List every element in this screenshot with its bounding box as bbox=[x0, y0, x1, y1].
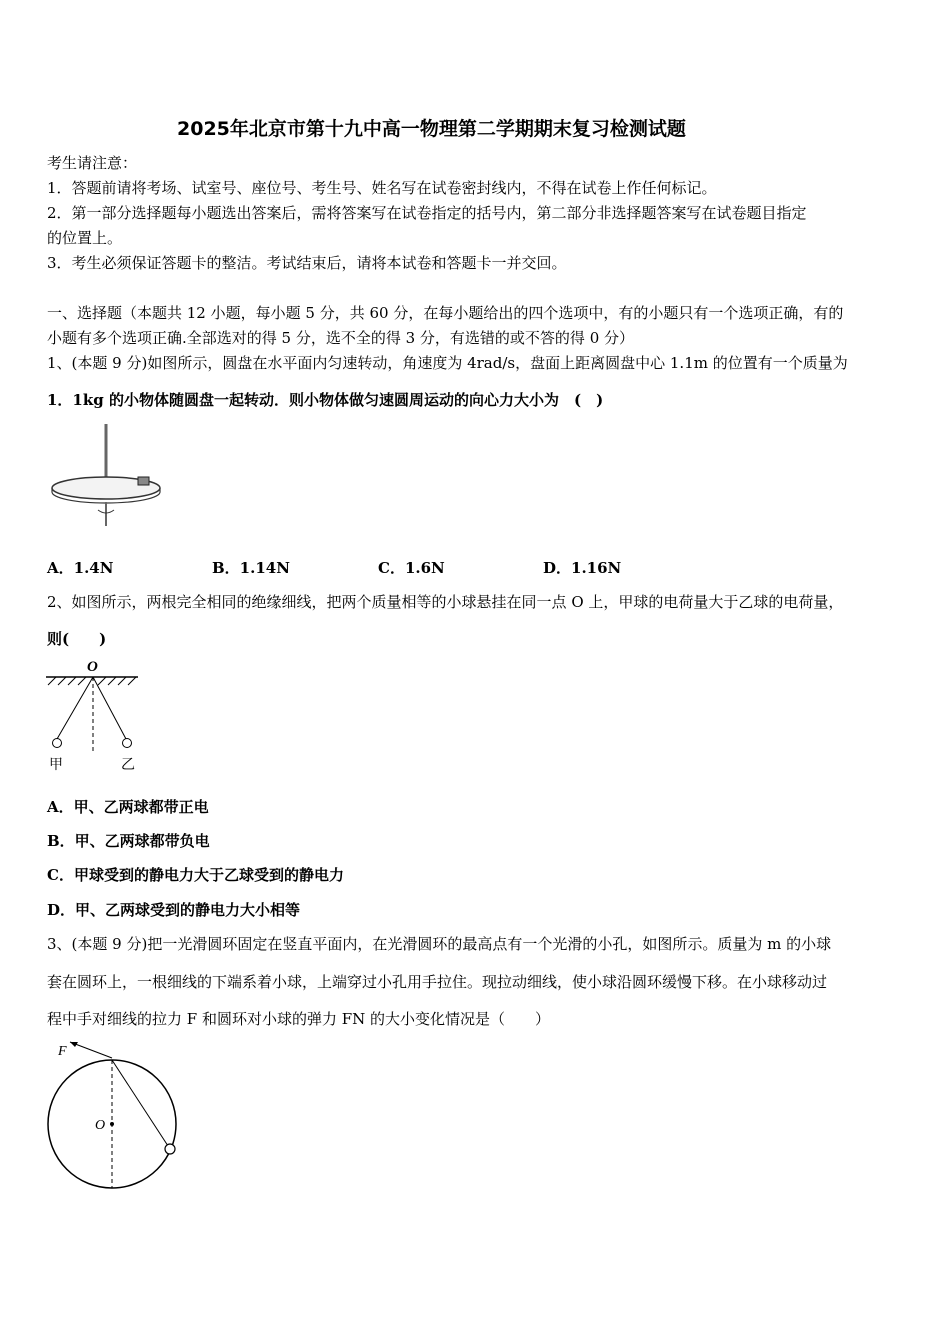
rotating-disk-figure bbox=[46, 422, 166, 532]
force-label: F bbox=[58, 1044, 67, 1059]
notice-item: 3．考生必须保证答题卡的整洁。考试结束后，请将本试卷和答题卡一并交回。 bbox=[47, 254, 567, 272]
ring-figure bbox=[44, 1036, 194, 1196]
thread-yi bbox=[93, 677, 126, 739]
pendulum-figure bbox=[44, 655, 144, 775]
question-2-option-d[interactable]: D．甲、乙两球受到的静电力大小相等 bbox=[47, 901, 301, 919]
question-2-option-a[interactable]: A．甲、乙两球都带正电 bbox=[47, 798, 209, 816]
section-heading-cont: 小题有多个选项正确.全部选对的得 5 分，选不全的得 3 分，有选错的或不答的得 0 分） bbox=[47, 329, 635, 347]
string-to-ball bbox=[112, 1060, 170, 1149]
question-1-stem: 1、(本题 9 分)如图所示，圆盘在水平面内匀速转动，角速度为 4rad/s，盘面上距离圆盘中心 1.1m 的位置有一个质量为 bbox=[47, 354, 848, 372]
question-1-stem-cont: 1．1kg 的小物体随圆盘一起转动．则小物体做匀速圆周运动的向心力大小为 ( ) bbox=[47, 391, 604, 409]
question-1-option-d[interactable]: D．1.16N bbox=[543, 559, 622, 577]
ball-jia bbox=[53, 739, 62, 748]
question-3-stem: 3、(本题 9 分)把一光滑圆环固定在竖直平面内，在光滑圆环的最高点有一个光滑的小孔，如图所示。质量为 m 的小球 bbox=[47, 935, 832, 953]
small-object bbox=[138, 477, 149, 485]
question-2-stem: 2、如图所示，两根完全相同的绝缘细线，把两个质量相等的小球悬挂在同一点 O 上，甲球的电荷量大于乙球的电荷量， bbox=[47, 593, 844, 611]
notice-item: 1．答题前请将考场、试室号、座位号、考生号、姓名写在试卷密封线内，不得在试卷上作任何标记。 bbox=[47, 179, 717, 197]
ball-jia-label: 甲 bbox=[49, 758, 63, 773]
thread-jia bbox=[57, 677, 93, 739]
section-heading: 一、选择题（本题共 12 小题，每小题 5 分，共 60 分，在每小题给出的四个选项中，有的小题只有一个选项正确，有的 bbox=[47, 304, 844, 322]
page-title: 2025年北京市第十九中高一物理第二学期期末复习检测试题 bbox=[177, 118, 686, 140]
question-1-option-c[interactable]: C．1.6N bbox=[378, 559, 445, 577]
question-1-option-a[interactable]: A．1.4N bbox=[47, 559, 114, 577]
question-3-stem-cont2: 程中手对细线的拉力 F 和圆环对小球的弹力 FN 的大小变化情况是（ ） bbox=[47, 1010, 551, 1028]
ball-yi-label: 乙 bbox=[121, 758, 135, 773]
small-ball bbox=[165, 1144, 175, 1154]
question-2-stem-cont: 则( ) bbox=[47, 630, 107, 648]
notice-item: 2．第一部分选择题每小题选出答案后，需将答案写在试卷指定的括号内，第二部分非选择题答案写在试卷题目指定 bbox=[47, 204, 807, 222]
notice-item: 的位置上。 bbox=[47, 229, 123, 247]
notice-heading: 考生请注意： bbox=[47, 154, 138, 172]
question-2-option-c[interactable]: C．甲球受到的静电力大于乙球受到的静电力 bbox=[47, 866, 344, 884]
ball-yi bbox=[123, 739, 132, 748]
question-1-option-b[interactable]: B．1.14N bbox=[212, 559, 290, 577]
question-3-stem-cont: 套在圆环上，一根细线的下端系着小球，上端穿过小孔用手拉住。现拉动细线，使小球沿圆环缓慢下移。在小球移动过 bbox=[47, 973, 828, 991]
pivot-label: O bbox=[87, 659, 98, 675]
question-2-option-b[interactable]: B．甲、乙两球都带负电 bbox=[47, 832, 210, 850]
center-point bbox=[110, 1122, 114, 1126]
center-label: O bbox=[95, 1118, 106, 1133]
